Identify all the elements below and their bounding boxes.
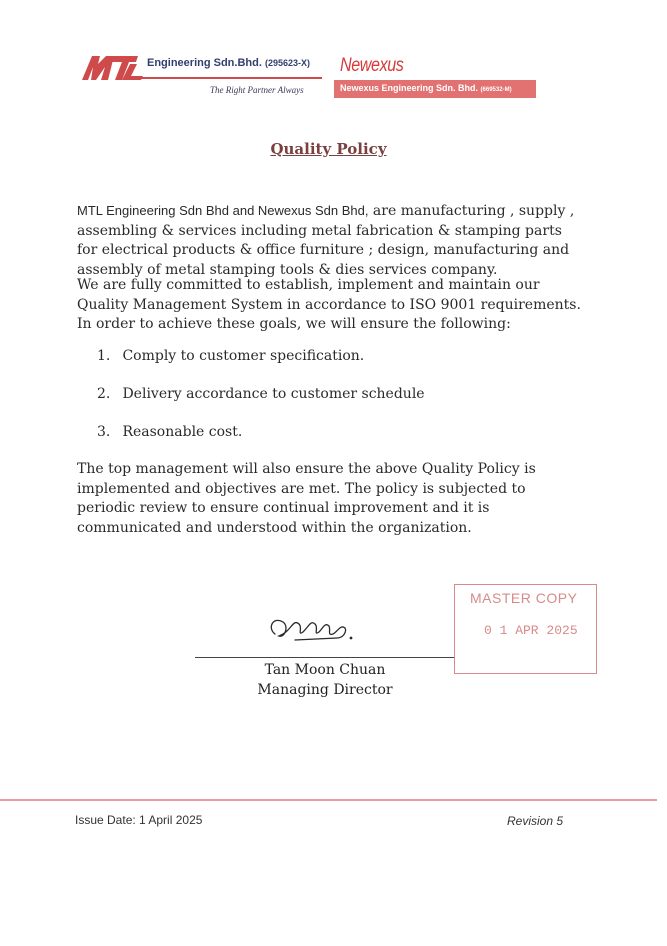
mtl-tagline: The Right Partner Always (210, 85, 304, 95)
signer-name: Tan Moon Chuan (264, 662, 386, 678)
list-item: 2. Delivery accordance to customer schedule (97, 386, 425, 402)
commitment-paragraph: We are fully committed to establish, implement and maintain our Quality Management System in accordance to ISO 9001 requirements. In order to achieve these goals, we will ensure the following: (77, 277, 581, 333)
management-paragraph: The top management will also ensure the above Quality Policy is implemented and objectives are met. The policy is subjected to periodic review to ensure continual improvement and it is communicated and understood within the organization. (77, 461, 536, 536)
list-item: 3. Reasonable cost. (97, 424, 243, 440)
mtl-company-name: Engineering Sdn.Bhd. (295623-X) (147, 57, 310, 69)
stamp-title: MASTER COPY (470, 590, 578, 606)
mtl-header-rule (138, 77, 322, 79)
mtl-logo (82, 50, 144, 82)
revision-number: Revision 5 (507, 814, 564, 828)
footer-rule (0, 799, 657, 801)
signature-icon (265, 610, 365, 646)
intro-paragraph: MTL Engineering Sdn Bhd and Newexus Sdn Bhd, are manufacturing , supply , assembling & services including metal fabrication & stamping parts for electrical products & office furniture ; design, manufacturing and assembly of metal stamping tools & dies services company. (77, 203, 575, 278)
stamp-date: 0 1 APR 2025 (484, 623, 578, 638)
list-item: 1. Comply to customer specification. (97, 348, 365, 364)
objectives-list (97, 348, 577, 462)
page-title: Quality Policy (270, 140, 387, 158)
issue-date: Issue Date: 1 April 2025 (75, 813, 203, 827)
signature-line (195, 657, 455, 658)
newexus-company-name: Newexus Engineering Sdn. Bhd. (669532-M) (340, 83, 512, 93)
signer-title: Managing Director (257, 682, 393, 698)
newexus-logo: Newexus (340, 55, 404, 76)
